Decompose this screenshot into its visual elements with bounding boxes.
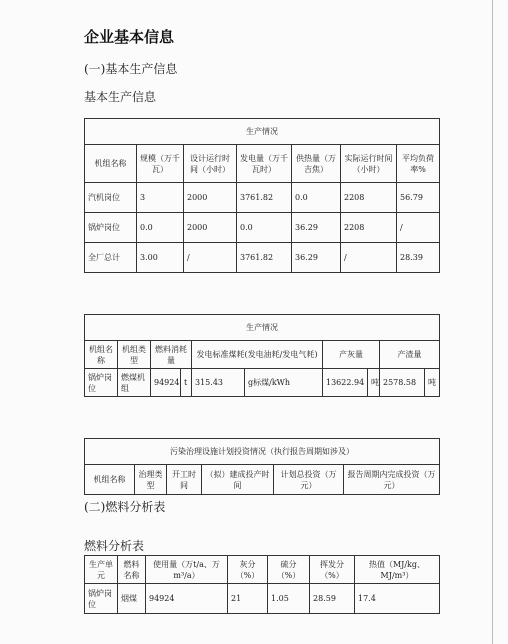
- column-header: 机组名称: [85, 465, 135, 495]
- column-header: 机组名称: [85, 145, 137, 183]
- fuel-analysis-table: [84, 555, 440, 614]
- production-table: [84, 118, 440, 273]
- column-header: 灰分（%）: [228, 556, 268, 584]
- table-cell: 2000: [184, 183, 237, 213]
- table-cell: 21: [228, 584, 268, 614]
- table-cell: 3.00: [137, 243, 184, 273]
- subsection-heading-fuel: 燃料分析表: [84, 539, 145, 553]
- table-row: [85, 183, 440, 213]
- table-caption: 生产情况: [85, 315, 440, 341]
- column-header: 产灰量: [323, 341, 380, 369]
- table-cell: 36.29: [292, 213, 341, 243]
- table-cell: 烟煤: [118, 584, 146, 614]
- section-heading-production: (一)基本生产信息: [84, 62, 178, 76]
- column-header: 供热量（万吉焦）: [292, 145, 341, 183]
- table-row: [85, 369, 440, 397]
- table-cell: 94924: [151, 369, 181, 397]
- production-consumption-table: [84, 314, 440, 397]
- table-row: [85, 243, 440, 273]
- column-header: 计划总投资（万元）: [274, 465, 344, 495]
- table-cell: 锅炉岗位: [85, 584, 118, 614]
- subsection-heading-production: 基本生产信息: [84, 90, 157, 104]
- column-header: 硫分（%）: [268, 556, 310, 584]
- pollution-investment-table: [84, 438, 440, 495]
- section-heading-fuel: (二)燃料分析表: [84, 500, 166, 514]
- column-header: 规模（万千瓦）: [137, 145, 184, 183]
- column-header: （拟）建成投产时间: [202, 465, 274, 495]
- table-caption: 污染治理设施计划投资情况（执行报告周期如涉及）: [85, 439, 440, 465]
- table-cell: t: [181, 369, 192, 397]
- table-cell: 吨: [368, 369, 380, 397]
- column-header: 热值（MJ/kg、MJ/m³）: [355, 556, 440, 584]
- column-header: 燃料消耗量: [151, 341, 192, 369]
- column-header: 平均负荷率%: [397, 145, 440, 183]
- column-header: 挥发分（%）: [310, 556, 355, 584]
- table-cell: 56.79: [397, 183, 440, 213]
- table-cell: 2208: [341, 183, 397, 213]
- table-cell: 36.29: [292, 243, 341, 273]
- column-header: 生产单元: [85, 556, 118, 584]
- table-cell: 2578.58: [380, 369, 425, 397]
- table-cell: /: [397, 213, 440, 243]
- table-cell: 0.0: [137, 213, 184, 243]
- table-row: [85, 213, 440, 243]
- table-cell: 2000: [184, 213, 237, 243]
- column-header: 发电量（万千瓦时）: [237, 145, 292, 183]
- column-header: 产渣量: [380, 341, 440, 369]
- column-header: 治理类型: [135, 465, 167, 495]
- table-cell: 13622.94: [323, 369, 368, 397]
- column-header: 使用量（万t/a、万m³/a）: [146, 556, 228, 584]
- page-title: 企业基本信息: [84, 28, 175, 46]
- table-cell: 3761.82: [237, 183, 292, 213]
- table-cell: 94924: [146, 584, 228, 614]
- table-cell: 锅炉岗位: [85, 213, 137, 243]
- table-cell: 0.0: [237, 213, 292, 243]
- table-cell: 2208: [341, 213, 397, 243]
- table-cell: g标煤/kWh: [245, 369, 323, 397]
- table-cell: 汽机岗位: [85, 183, 137, 213]
- column-header: 机组名称: [85, 341, 118, 369]
- column-header: 设计运行时间（小时）: [184, 145, 237, 183]
- table-cell: 1.05: [268, 584, 310, 614]
- column-header: 机组类型: [118, 341, 151, 369]
- table-row: [85, 584, 440, 614]
- table-cell: 全厂总计: [85, 243, 137, 273]
- table-cell: 吨: [425, 369, 440, 397]
- table-cell: 28.59: [310, 584, 355, 614]
- table-cell: 3761.82: [237, 243, 292, 273]
- table-cell: 0.0: [292, 183, 341, 213]
- table-cell: 28.39: [397, 243, 440, 273]
- table-cell: 17.4: [355, 584, 440, 614]
- column-header: 燃料名称: [118, 556, 146, 584]
- table-cell: 锅炉岗位: [85, 369, 118, 397]
- table-cell: /: [184, 243, 237, 273]
- table-cell: 燃煤机组: [118, 369, 151, 397]
- column-header: 实际运行时间（小时）: [341, 145, 397, 183]
- column-header: 报告周期内完成投资（万元）: [344, 465, 440, 495]
- table-cell: /: [341, 243, 397, 273]
- page-edge: [492, 0, 493, 644]
- column-header: 开工时间: [167, 465, 202, 495]
- table-cell: 3: [137, 183, 184, 213]
- table-cell: 315.43: [192, 369, 245, 397]
- table-caption: 生产情况: [85, 119, 440, 145]
- column-header: 发电标准煤耗(发电油耗/发电气耗): [192, 341, 323, 369]
